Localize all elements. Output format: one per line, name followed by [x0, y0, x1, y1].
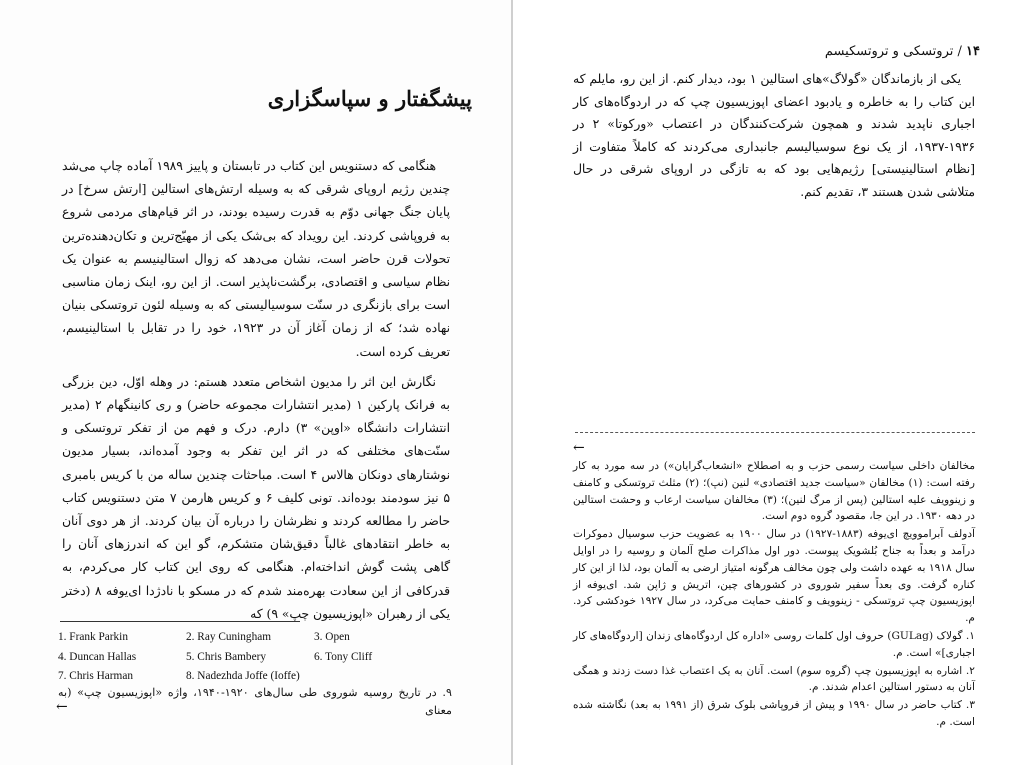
- page-title: پیشگفتار و سپاسگزاری: [267, 86, 472, 111]
- paragraph: هنگامی که دستنویس این کتاب در تابستان و پاییز ۱۹۸۹ آماده چاپ می‌شد چندین رژیم اروپای شرقی که به وسیله ارتش‌های استالین [ارتش سرخ] در پایان جنگ جهانی دوّم به قدرت رسیده بودند، در اثر قیام‌های مردمی شروع به فروپاشی کردند. این رویداد که بی‌شک یکی از مهیّج‌ترین و تکان‌دهنده‌ترین تحولات قرن حاضر است، نشان می‌دهد که زوال استالینیسم به عنوان یک نظام سیاسی و اقتصادی، برگشت‌ناپذیر است. از این رو، اینک زمان مناسبی است برای بازنگری در سنّت سوسیالیستی که به وسیله لئون تروتسکی بنیان نهاده شد؛ که از زمان آغاز آن در ۱۹۲۳، خود را در تقابل با استالینیسم، تعریف کرده است.: [62, 159, 450, 359]
- footnotes: [573, 458, 975, 732]
- page-number: ۱۴: [966, 44, 980, 59]
- footnote-name: 7. Chris Harman: [58, 670, 133, 682]
- footnote-name: 3. Open: [314, 631, 350, 643]
- footnote: آدولف آبراموویچ ای‌یوفه (۱۸۸۳-۱۹۲۷) در سال ۱۹۰۰ به عضویت حزب سوسیال دموکرات درآمد و بعداً به جناح بُلشویک پیوست. دور اول مذاکرات صلح آلمان و روسیه را در اوایل سال ۱۹۱۸ به عهده داشت ولی چون مخالف هرگونه امتیاز ارضی به آلمان بود، لذا از این کار کناره گرفت. وی بعداً سفیر شوروی در کشورهای چین، اتریش و ژاپن شد. ای‌یوفه از اپوزیسیون چپ تروتسکی - زینوویف و کامنف حمایت می‌کرد، در سال ۱۹۲۷ خودکشی کرد. م.: [573, 528, 976, 625]
- footnote-name: 2. Ray Cuningham: [186, 631, 272, 643]
- footnote-name: 6. Tony Cliff: [314, 650, 373, 663]
- footnote-name: 4. Duncan Hallas: [58, 650, 137, 663]
- paragraph: یکی از بازماندگان «گولاگ»های استالین ۱ بود، دیدار کنم. از این رو، مایلم که این کتاب را به خاطره و یادبود اعضای اپوزیسیون چپ که در اردوگاه‌های کار اجباری ناپدید شدند و همچون شرکت‌کنندگان در اعتصاب «ورکوتا» ۲ در ۱۹۳۶-۱۹۳۷، از یک نوع سوسیالیسم جانبداری می‌کردند که کاملاً متفاوت از [نظام استالینیستی] رژیم‌هایی بود که به تازگی در اروپای شرقی در حال متلاشی شدن هستند ۳، تقدیم کنم.: [573, 72, 975, 199]
- footnote: ۲. اشاره به اپوزیسیون چپ (گروه سوم) است. آنان به یک اعتصاب غذا دست زدند و همگی آنان به دستور استالین اعدام شدند. م.: [573, 664, 975, 694]
- paragraph: نگارش این اثر را مدیون اشخاص متعدد هستم: در وهله اوّل، دین بزرگی به فرانک پارکین ۱ (مدیر انتشارات مجموعه حاضر) و ری کانینگهام ۲ (مدیر انتشارات دانشگاه «اوپن» ۳) دارم. درک و فهم من از تفکر تروتسکی و سنّت‌های مختلفی که در اثر این تفکر به وجود آمده‌اند، بسیار مدیون نوشتارهای دونکان هالاس ۴ است. مباحثات چندین ساله من با کریس بامبری ۵ نیز سودمند بوده‌اند. تونی کلیف ۶ و کریس هارمن ۷ متن دستنویس کتاب حاضر را مطالعه کردند و نظرشان را درباره آن بیان کردند. از هر دوی آنان به خاطر انتقادهای غالباً دقیق‌شان متشکرم، گو این که اندرزهای آنان را گاهی پشت گوش انداخته‌ام. هنگامی که روی این کتاب کار می‌کردم، به قدرکافی از این سعادت بهره‌مند شدم که در مسکو با نادژدا ای‌یوفه ۸ (دختر یکی از رهبران «اپوزیسیون چپ» ۹) که: [62, 374, 450, 621]
- footnote: ۱. گولاک (GULag) حروف اول کلمات روسی «اداره کل اردوگاه‌های زندان [اردوگاه‌های کار اجباری]» است. م.: [573, 629, 975, 659]
- left-body-text: [62, 155, 450, 633]
- running-header: [580, 42, 980, 62]
- footnote: مخالفان داخلی سیاست رسمی حزب و به اصطلاح «انشعاب‌گرایان») در سه مورد به کار رفته است: (۱) مخالفان «سیاست جدید اقتصادی» لنین (نپ)؛ (۲) مثلث تروتسکی و کامنف و زینوویف علیه استالین (پس از مرگ لنین)؛ (۳) مخالفان سیاست ارعاب و وحشت استالین در دهه ۱۹۳۰. در این جا، مقصود گروه دوم است.: [573, 460, 975, 523]
- footnote-names-list: [58, 628, 438, 687]
- continue-arrow-icon: ←: [56, 699, 68, 715]
- right-page: [513, 0, 1024, 765]
- running-header-title: / تروتسکی و تروتسکیسم: [824, 44, 962, 59]
- footnote-divider: [60, 621, 300, 622]
- continue-arrow-icon: ←: [573, 440, 585, 456]
- right-body-text: [573, 68, 975, 204]
- footnote-name: 1. Frank Parkin: [58, 631, 128, 643]
- footnote-9: ۹. در تاریخ روسیه شوروی طی سال‌های ۱۹۲۰-۱۹۴۰، واژه «اپوزیسیون چپ» (به معنای: [58, 686, 452, 717]
- footnote: ۳. کتاب حاضر در سال ۱۹۹۰ و پیش از فروپاشی بلوک شرق (از ۱۹۹۱ به بعد) نگاشته شده است. م.: [573, 699, 976, 728]
- footnote-name: 5. Chris Bambery: [186, 650, 267, 663]
- footnote-divider: [575, 432, 975, 433]
- footnote-name: 8. Nadezhda Joffe (Ioffe): [186, 670, 300, 682]
